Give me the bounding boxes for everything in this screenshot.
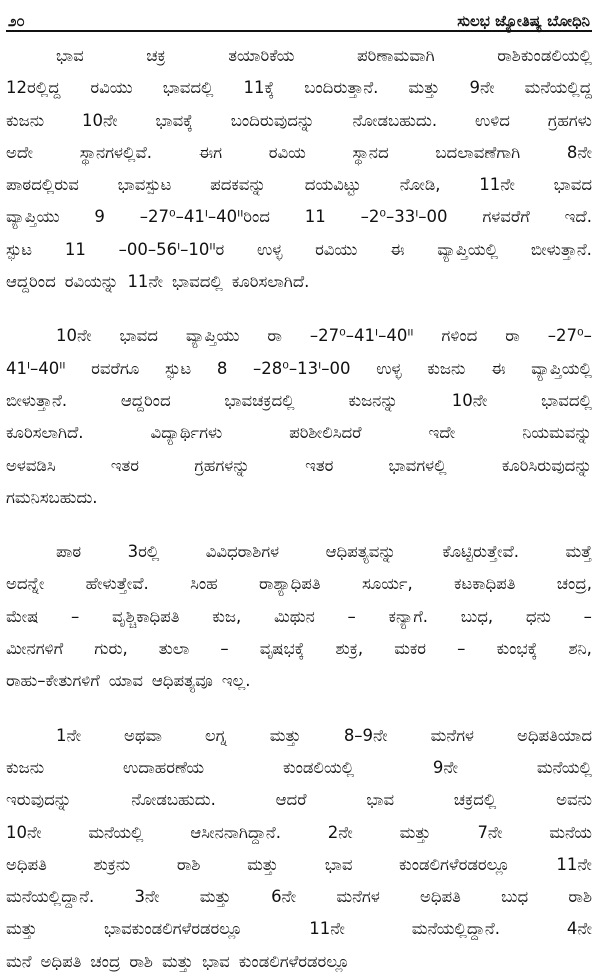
text-line [6, 201, 592, 233]
word: 3ನೇ [134, 887, 160, 907]
word: ಮತ್ತು [269, 725, 301, 745]
word: ಭಾವಸ್ಪುಟ [117, 175, 172, 195]
word: ಉಳಿದ [474, 110, 510, 130]
word: –27⁰–41ᴵ–40ᴵᴵ [309, 326, 414, 346]
word: ಭಾವದಲ್ಲಿ [162, 78, 214, 98]
text-line [6, 266, 592, 298]
word: ವ್ಯಾಪ್ತಿಯಲ್ಲಿ [437, 239, 499, 259]
text-line [6, 881, 592, 913]
running-header [6, 0, 592, 30]
word: 11 [64, 239, 86, 259]
word: ಮತ್ತು [6, 919, 38, 939]
word: ನಿಯಮವನ್ನು [522, 423, 592, 443]
paragraph [6, 320, 592, 514]
word: 9ನೇ [469, 78, 495, 98]
word: ಕುಂಭಕ್ಕೆ [496, 639, 538, 659]
word: ಭಾವದ [553, 175, 592, 195]
word: ಮಕರ [394, 639, 427, 659]
word: ಕುಂಡಲಿಗಳೆರಡರಲ್ಲೂ [238, 951, 350, 971]
word: – [347, 606, 356, 626]
word: 7ನೇ [477, 822, 503, 842]
word: ಶುಕ್ರ, [335, 639, 364, 659]
word: 11ನೇ [127, 272, 164, 292]
word: ಕುಂಡಲಿಗಳೆರಡರಲ್ಲೂ [399, 854, 510, 874]
word: ರಾಶಿ [568, 887, 592, 907]
word: ಮಿಥುನ [273, 606, 315, 626]
word: ವ್ಯಾಪ್ತಿಯು [185, 326, 240, 346]
word: ಮತ್ತು [408, 78, 440, 98]
word: ಅಥವಾ [124, 725, 162, 745]
word: ಮನೆಯ [549, 822, 592, 842]
word: ಧನು [525, 606, 551, 626]
word: ಇಲ್ಲ. [221, 671, 251, 691]
text-line [6, 752, 592, 784]
word: ಈ [390, 239, 405, 259]
word: ಮನೆಗಳ [336, 887, 380, 907]
text-line [6, 40, 592, 72]
word: ರಾಹು–ಕೇತುಗಳಿಗೆ [6, 671, 100, 691]
word: ಸ್ಥಾನಗಳಲ್ಲಿವೆ. [79, 142, 152, 162]
word: ಚಂದ್ರ, [556, 574, 592, 594]
word: ರವಿಯು [90, 78, 133, 98]
word: –00–56ᴵ–10ᴵᴵರ [118, 239, 225, 259]
word: ಮನೆಗಳ [430, 725, 475, 745]
word: ಹೇಳುತ್ತೇವೆ. [85, 574, 149, 594]
text-line [6, 913, 592, 945]
word: ಸೂರ್ಯ, [361, 574, 413, 594]
word: ರವಿಯನ್ನು [64, 272, 119, 292]
word: – [457, 639, 466, 659]
word: ಭಾವದ [119, 326, 158, 346]
word: 9ನೇ [432, 757, 459, 777]
text-line [6, 536, 592, 568]
word: ಅಧಿಪತಿ [40, 951, 82, 971]
word: ರವಿಯ [268, 142, 306, 162]
word: ಇತರ [110, 455, 140, 475]
word: ಈ [491, 358, 506, 378]
text-line [6, 633, 592, 665]
word: ಚಂದ್ರ [90, 951, 121, 971]
word: 41ᴵ–40ᴵᴵ [6, 358, 66, 378]
text-line [6, 720, 592, 752]
word: ಕೂರಿಸಲಾಗಿದೆ. [6, 423, 84, 443]
text-line [6, 482, 592, 514]
body-text [6, 40, 592, 978]
word: ಮತ್ತೆ [565, 542, 592, 562]
text-line [6, 568, 592, 600]
word: ಆಧಿಪತ್ಯವನ್ನು [325, 542, 396, 562]
word: ಕೂರಿಸಲಾಗಿದೆ. [231, 272, 310, 292]
word: ಮನೆಯಲ್ಲಿ [88, 822, 144, 842]
word: ಕುಂಡಲಿಯಲ್ಲಿ [282, 757, 355, 777]
text-line [6, 849, 592, 881]
word: ಮನೆಯಲ್ಲಿದ್ದಾನೆ. [411, 919, 500, 939]
word: ಶನಿ, [568, 639, 592, 659]
word: 11 [304, 207, 326, 227]
word: – [583, 606, 592, 626]
word: ಕನ್ಯಾಗೆ. [388, 606, 429, 626]
word: ಸ್ಫುಟ [165, 358, 192, 378]
word: ಮೀನಗಳಿಗೆ [6, 639, 64, 659]
word: 3ರಲ್ಲಿ [127, 542, 160, 562]
word: 4ನೇ [566, 919, 592, 939]
word: ಆದರೆ [275, 790, 307, 810]
word: 2ನೇ [327, 822, 353, 842]
word: ಉಳ್ಳ [257, 239, 283, 259]
word: ವಿವಿಧರಾಶಿಗಳ [205, 542, 280, 562]
word: ವ್ಯಾಪ್ತಿಯು [6, 207, 60, 227]
word: ಕೊಟ್ಟಿರುತ್ತೇವೆ. [442, 542, 520, 562]
word: ಭಾವಗಳಲ್ಲಿ [388, 455, 447, 475]
word: ಸಿಂಹ [190, 574, 218, 594]
word: 8 [216, 358, 228, 378]
word: ರಾಶಿ [129, 951, 153, 971]
word: ಭಾವಕ್ಕೆ [155, 110, 193, 130]
word: ಈಗ [198, 142, 222, 162]
text-line [6, 137, 592, 169]
word: –28⁰–13ᴵ–00 [253, 358, 351, 378]
word: ಭಾವ [366, 790, 395, 810]
word: ಬುಧ, [460, 606, 494, 626]
word: ಅಳವಡಿಸಿ [6, 455, 56, 475]
word: ಸ್ಫುಟ [6, 239, 33, 259]
word: ಕುಜನನ್ನು [348, 390, 398, 410]
word: ವ್ಯಾಪ್ತಿಯಲ್ಲಿ [531, 358, 592, 378]
word: ಮತ್ತು [247, 854, 279, 874]
word: ರಾ [505, 326, 520, 346]
word: ಮನೆ [6, 951, 32, 971]
word: 11ನೇ [479, 175, 515, 195]
paragraph [6, 40, 592, 298]
word: ಮೇಷ [6, 606, 39, 626]
word: ಕಟಕಾಧಿಪತಿ [454, 574, 516, 594]
word: 8–9ನೇ [343, 725, 388, 745]
text-line [6, 417, 592, 449]
word: 11ನೇ [556, 854, 592, 874]
word: ಪರಿಣಾಮವಾಗಿ [357, 46, 435, 65]
word: ನೋಡಬಹುದು. [352, 110, 438, 130]
word: ಮತ್ತು [199, 887, 231, 907]
word: ಯಾವ [108, 671, 143, 691]
text-line [6, 353, 592, 385]
word: ಮನೆಯಲ್ಲಿ [536, 757, 592, 777]
word: ನೋಡಿ, [399, 175, 441, 195]
word: ಕೂರಿಸಿರುವುದನ್ನು [501, 455, 592, 475]
word: 10ನೇ [451, 390, 488, 410]
word: ಗಮನಿಸಬಹುದು. [6, 487, 98, 507]
word: ಆದ್ದರಿಂದ [6, 272, 56, 292]
word: ವೃಷಭಕ್ಕೆ [259, 639, 305, 659]
word: ಉದಾಹರಣೆಯ [123, 757, 205, 777]
word: ಮನೆಯಲ್ಲಿದ್ದಾನೆ. [6, 887, 95, 907]
word: ಕುಜನು [6, 757, 45, 777]
word: ಲಗ್ನ [204, 725, 227, 745]
word: ಚಕ್ರದಲ್ಲಿ [453, 790, 497, 810]
word: ಭಾವ [56, 46, 84, 65]
word: ಕುಜನು [427, 358, 466, 378]
word: ಚಕ್ರ [146, 46, 166, 65]
word: ಭಾವಕುಂಡಲಿಗಳೆರಡರಲ್ಲೂ [103, 919, 243, 939]
word: ಆಸೀನನಾಗಿದ್ದಾನೆ. [190, 822, 281, 842]
word: ಭಾವ [202, 951, 230, 971]
book-title: ಸುಲಭ ಜ್ಯೋತಿಷ್ಯ ಬೋಧಿನಿ [457, 12, 590, 30]
word: ಉಳ್ಳ [376, 358, 402, 378]
header-rule [6, 30, 592, 32]
word: – [71, 606, 80, 626]
word: –27⁰– [547, 326, 592, 346]
text-line [6, 450, 592, 482]
word: ಗಳವರೆಗೆ [482, 207, 530, 227]
word: ಇರುವುದನ್ನು [6, 790, 72, 810]
word: ಬೀಳುತ್ತಾನೆ. [6, 390, 68, 410]
paragraph [6, 536, 592, 697]
word: ರವರೆಗೂ [91, 358, 140, 378]
text-line [6, 817, 592, 849]
text-line [6, 385, 592, 417]
word: ರವಿಯು [315, 239, 358, 259]
word: ರಾಶಿ [176, 854, 201, 874]
paragraph [6, 720, 592, 978]
word: ಕುಜನು [6, 110, 45, 130]
page-number: ೨೦ [8, 12, 25, 30]
word: 11ಕ್ಕೆ [243, 78, 275, 98]
word: ಪಾಠದಲ್ಲಿರುವ [6, 175, 79, 195]
word: ಬದಲಾವಣೆಗಾಗಿ [435, 142, 521, 162]
word: ಅಧಿಪತಿ [420, 887, 461, 907]
text-line [6, 784, 592, 816]
word: ಆದ್ದರಿಂದ [120, 390, 171, 410]
word: ಮನೆಯಲ್ಲಿದ್ದ [524, 78, 592, 98]
text-line [6, 320, 592, 352]
word: ಗ್ರಹಗಳನ್ನು [194, 455, 250, 475]
word: ಶುಕ್ರನು [93, 854, 131, 874]
text-line [6, 601, 592, 633]
word: ಇತರ [305, 455, 334, 475]
word: 1ನೇ [56, 725, 82, 745]
word: ರಾಶ್ಯಾಧಿಪತಿ [258, 574, 321, 594]
text-line [6, 946, 592, 978]
word: ಇದೇ [428, 423, 456, 443]
word: 8ನೇ [566, 142, 592, 162]
word: ಅಧಿಪತಿಯಾದ [516, 725, 592, 745]
word: ಭಾವಚಕ್ರದಲ್ಲಿ [224, 390, 295, 410]
word: ಅಧಿಪತಿ [6, 854, 47, 874]
word: –27⁰–41ᴵ–40ᴵᴵರಿಂದ [139, 207, 270, 227]
word: ಬಂದಿರುವುದನ್ನು [230, 110, 315, 130]
word: ಬುಧ [501, 887, 529, 907]
word: ಬೀಳುತ್ತಾನೆ. [530, 239, 592, 259]
word: ಮತ್ತು [161, 951, 194, 971]
word: ಸ್ಥಾನದ [352, 142, 389, 162]
word: 6ನೇ [271, 887, 297, 907]
word: 10ನೇ [56, 326, 92, 346]
word: 11ನೇ [309, 919, 345, 939]
word: ತಯಾರಿಕೆಯ [228, 46, 295, 65]
word: ಆಧಿಪತ್ಯವೂ [151, 671, 213, 691]
word: ಗಳಿಂದ [441, 326, 478, 346]
word: ಪರಿಶೀಲಿಸಿದರೆ [289, 423, 362, 443]
text-line [6, 105, 592, 137]
word: 9 [94, 207, 105, 227]
word: ರಾಶಿಕುಂಡಲಿಯಲ್ಲಿ [497, 46, 592, 65]
word: 12ರಲ್ಲಿದ್ದ [6, 78, 61, 98]
word: ಭಾವದಲ್ಲಿ [541, 390, 592, 410]
word: ಬಂದಿರುತ್ತಾನೆ. [304, 78, 379, 98]
word: ಭಾವದಲ್ಲಿ [172, 272, 223, 292]
word: ಕುಜ, [212, 606, 242, 626]
text-line [6, 169, 592, 201]
word: ದಯವಿಟ್ಟು [304, 175, 361, 195]
word: ಪಾಠ [56, 542, 82, 562]
word: 10ನೇ [82, 110, 118, 130]
word: –2⁰–33ᴵ–00 [360, 207, 448, 227]
word: ಭಾವ [324, 854, 353, 874]
word: ಗುರು, [94, 639, 128, 659]
word: ತುಲಾ [158, 639, 190, 659]
word: ಮತ್ತು [399, 822, 431, 842]
text-line [6, 234, 592, 266]
word: ಅದೇ [6, 142, 33, 162]
word: ನೋಡಬಹುದು. [131, 790, 216, 810]
word: 10ನೇ [6, 822, 42, 842]
word: ಇದೆ. [564, 207, 592, 227]
word: – [220, 639, 229, 659]
word: ವಿದ್ಯಾರ್ಥಿಗಳು [150, 423, 223, 443]
word: ಅದನ್ನೇ [6, 574, 45, 594]
text-line [6, 72, 592, 104]
word: ಅವನು [556, 790, 592, 810]
word: ಗ್ರಹಗಳು [547, 110, 592, 130]
word: ಪದಕವನ್ನು [210, 175, 267, 195]
word: ರಾ [267, 326, 282, 346]
text-line [6, 665, 592, 697]
word: ವೃಶ್ಚಿಕಾಧಿಪತಿ [112, 606, 180, 626]
